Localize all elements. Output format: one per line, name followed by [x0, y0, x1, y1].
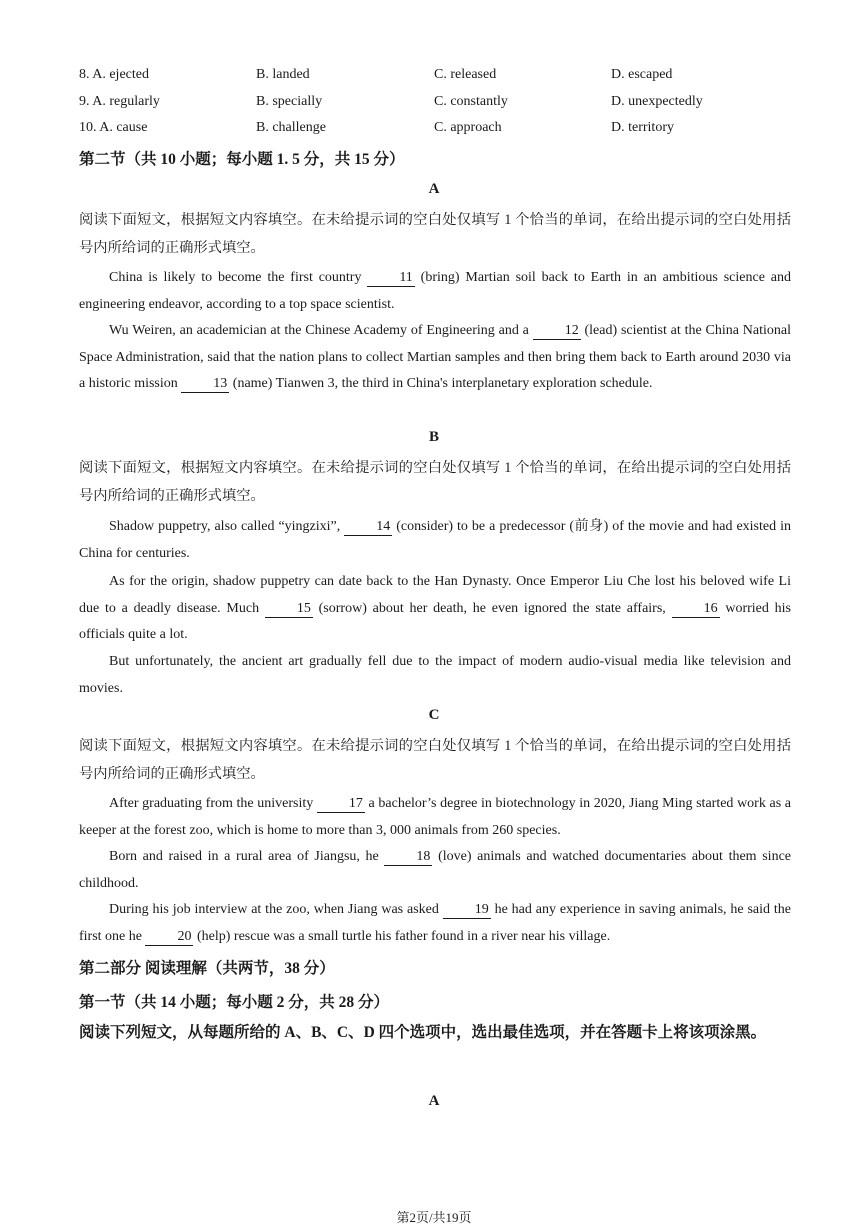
passage-instruction: 阅读下面短文，根据短文内容填空。在未给提示词的空白处仅填写 1 个恰当的单词，在给出提示词的空白处用括号内所给词的正确形式填空。 — [79, 460, 791, 504]
option-c: C. constantly — [434, 94, 508, 109]
section-heading: 第一节（共 14 小题；每小题 2 分，共 28 分） — [79, 994, 390, 1011]
passage-letter-a: A — [428, 181, 440, 197]
text: China is likely to become the first country — [109, 270, 368, 285]
option-d: D. escaped — [611, 67, 673, 82]
section-heading: 第二节（共 10 小题；每小题 1. 5 分，共 15 分） — [79, 151, 405, 168]
passage-a-paragraph-1 — [79, 265, 791, 318]
passage-c-paragraph-2 — [79, 844, 791, 897]
text: (bring) Martian soil back to Earth in an ambitious science and engineering endeavor, according to a top space scientist. — [79, 270, 791, 312]
text: Born and raised in a rural area of Jiangsu, he — [109, 849, 385, 864]
passage-a-paragraph-2 — [79, 318, 791, 398]
text: (lead) scientist at the China National Space Administration, said that the nation plans to collect Martian samples and then bring them back to Earth around 2030 via a historic mission — [79, 323, 791, 391]
option-a: 10. A. cause — [79, 120, 148, 135]
text: he had any experience in saving animals, he said the first one he — [79, 902, 791, 944]
option-a: 9. A. regularly — [79, 94, 160, 109]
blank-19: 19 — [443, 902, 491, 919]
page-footer: 第2页/共19页 — [396, 1210, 472, 1225]
option-c: C. released — [434, 67, 497, 82]
option-row-9 — [79, 94, 799, 114]
reading-instruction: 阅读下列短文，从每题所给的 A、B、C、D 四个选项中，选出最佳选项，并在答题卡上将该项涂黑。 — [79, 1024, 767, 1041]
option-a: 8. A. ejected — [79, 67, 149, 82]
option-b: B. challenge — [256, 120, 326, 135]
passage-letter-a: A — [428, 1093, 440, 1109]
passage-instruction: 阅读下面短文，根据短文内容填空。在未给提示词的空白处仅填写 1 个恰当的单词，在给出提示词的空白处用括号内所给词的正确形式填空。 — [79, 738, 791, 782]
option-row-8 — [79, 67, 799, 87]
text: (sorrow) about her death, he even ignored the state affairs, — [312, 600, 672, 616]
passage-letter-b: B — [428, 429, 439, 445]
passage-c-paragraph-3 — [79, 897, 791, 950]
text: After graduating from the university — [109, 796, 317, 811]
passage-b-paragraph-2 — [79, 569, 791, 649]
blank-11: 11 — [367, 270, 414, 287]
text: worried his officials quite a lot. — [79, 600, 791, 642]
option-d: D. territory — [611, 120, 674, 135]
blank-14: 14 — [344, 519, 392, 536]
passage-b-paragraph-3: But unfortunately, the ancient art gradually fell due to the impact of modern audio-visual media like television and movies. — [79, 654, 791, 696]
text: (name) Tianwen 3, the third in China's interplanetary exploration schedule. — [229, 376, 653, 391]
blank-20: 20 — [145, 929, 193, 946]
passage-c-paragraph-1 — [79, 791, 791, 844]
blank-12: 12 — [533, 323, 581, 340]
text: Shadow puppetry, also called “yingzixi”, — [109, 519, 345, 534]
text: (help) rescue was a small turtle his father found in a river near his village. — [193, 928, 611, 944]
blank-17: 17 — [317, 796, 365, 813]
text: During his job interview at the zoo, when Jiang was asked — [109, 902, 443, 917]
text: (love) animals and watched documentaries about them since childhood. — [79, 849, 791, 891]
option-b: B. specially — [256, 94, 323, 109]
passage-b-paragraph-1 — [79, 514, 791, 567]
text: Wu Weiren, an academician at the Chinese Academy of Engineering and a — [109, 323, 533, 338]
option-row-10 — [79, 120, 799, 140]
blank-15: 15 — [265, 601, 313, 618]
part-heading: 第二部分 阅读理解（共两节，38 分） — [79, 960, 335, 977]
option-b: B. landed — [256, 67, 310, 82]
blank-18: 18 — [384, 849, 432, 866]
passage-instruction: 阅读下面短文，根据短文内容填空。在未给提示词的空白处仅填写 1 个恰当的单词，在给出提示词的空白处用括号内所给词的正确形式填空。 — [79, 212, 791, 256]
text: a bachelor’s degree in biotechnology in 2020, Jiang Ming started work as a keeper at the forest zoo, which is home to more than 3, 000 animals from 260 species. — [79, 796, 791, 838]
text: As for the origin, shadow puppetry can date back to the Han Dynasty. Once Emperor Liu Che lost his beloved wife Li due to a deadly disease. Much — [79, 574, 791, 616]
option-d: D. unexpectedly — [611, 94, 703, 109]
blank-13: 13 — [181, 376, 229, 393]
passage-letter-c: C — [428, 707, 440, 723]
option-c: C. approach — [434, 120, 502, 135]
text: (consider) to be a predecessor (前身) of the movie and had existed in China for centuries. — [79, 519, 792, 561]
blank-16: 16 — [672, 601, 720, 618]
